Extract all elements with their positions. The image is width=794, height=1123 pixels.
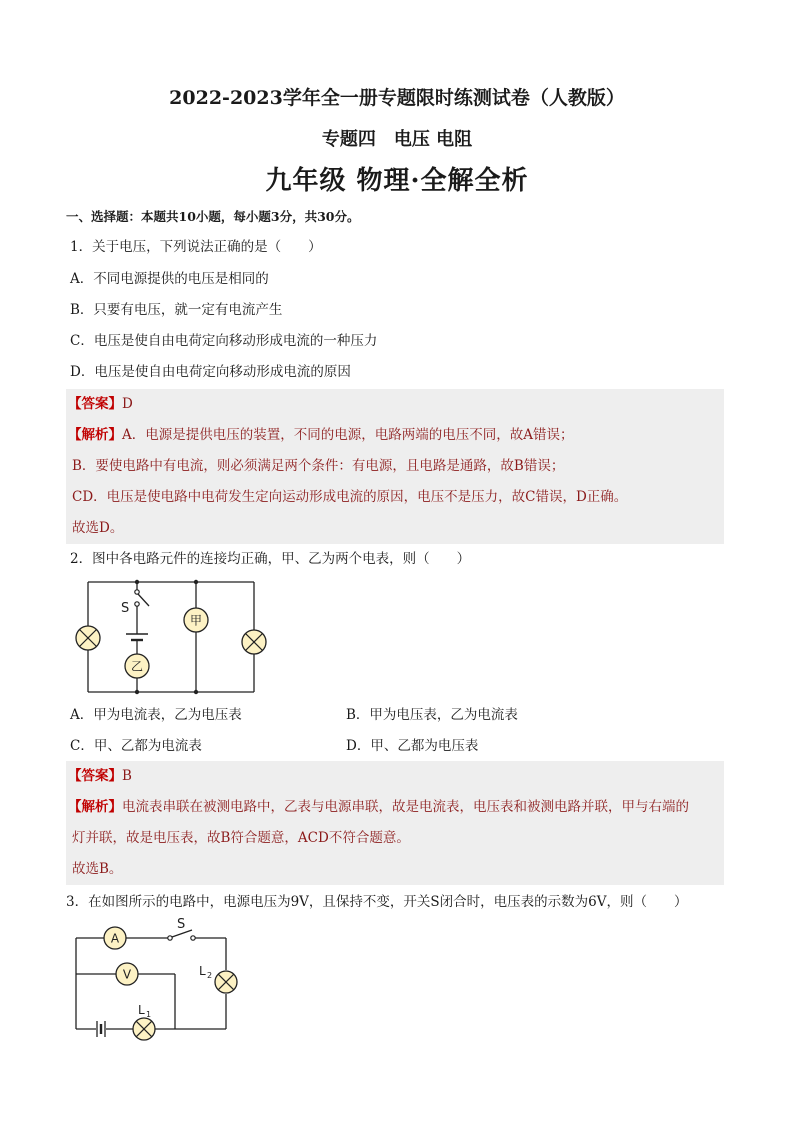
q3-circuit-diagram xyxy=(70,916,250,1046)
answer-tag: 【答案】 xyxy=(68,396,122,412)
q1-option-a: A．不同电源提供的电压是相同的 xyxy=(70,271,269,287)
battery-icon xyxy=(126,634,148,640)
q1-conclusion: 故选D。 xyxy=(72,520,124,536)
q3-stem: 3．在如图所示的电路中，电源电压为9V，且保持不变，开关S闭合时，电压表的示数为6V，则（ ） xyxy=(66,894,688,910)
q2-conclusion: 故选B。 xyxy=(72,861,123,877)
q3-lamp2-label: L xyxy=(199,964,206,978)
q1-stem: 1．关于电压，下列说法正确的是（ ） xyxy=(70,239,322,255)
q2-meter-b-label: 乙 xyxy=(130,659,144,674)
q1-option-d: D．电压是使自由电荷定向移动形成电流的原因 xyxy=(70,364,351,380)
lamp-l1-icon xyxy=(133,1018,155,1040)
q2-answer-block xyxy=(66,761,724,885)
q2-answer: B xyxy=(122,768,132,784)
q3-lamp1-subscript: 1 xyxy=(146,1010,152,1019)
q1-analysis-line-1 xyxy=(68,426,574,444)
q2-analysis-line-2: 灯并联，故是电压表，故B符合题意，ACD不符合题意。 xyxy=(72,830,410,846)
q1-answer: D xyxy=(122,396,133,412)
analysis-tag: 【解析】 xyxy=(68,427,122,443)
q1-answer-line xyxy=(68,395,133,413)
q3-voltmeter-label: V xyxy=(122,967,132,982)
q1-answer-block xyxy=(66,389,724,544)
q2-answer-line xyxy=(68,767,132,785)
analysis-tag: 【解析】 xyxy=(68,799,122,815)
q1-analysis-line-2: B．要使电路中有电流，则必须满足两个条件：有电源，且电路是通路，故B错误； xyxy=(72,458,565,474)
battery-icon xyxy=(97,1021,105,1037)
q3-switch-label: S xyxy=(177,917,186,932)
q1-option-c: C．电压是使自由电荷定向移动形成电流的一种压力 xyxy=(70,333,378,349)
q1-option-b: B．只要有电压，就一定有电流产生 xyxy=(70,302,283,318)
lamp-right-icon xyxy=(242,630,266,654)
q2-meter-a-label: 甲 xyxy=(189,613,203,628)
exam-title: 2022-2023学年全一册专题限时练测试卷（人教版） xyxy=(169,87,625,109)
section-heading: 一、选择题：本题共10小题，每小题3分，共30分。 xyxy=(66,209,360,224)
topic-title: 专题四 电压 电阻 xyxy=(321,129,473,150)
q3-lamp2-subscript: 2 xyxy=(207,971,213,980)
q2-circuit-diagram xyxy=(70,574,270,698)
q1-analysis-line-3: CD．电压是使电路中电荷发生定向运动形成电流的原因，电压不是压力，故C错误，D正确。 xyxy=(72,489,628,505)
q3-lamp1-label: L xyxy=(138,1003,145,1017)
q2-analysis-line-1 xyxy=(68,798,689,816)
q2-analysis-text-1: 电流表串联在被测电路中，乙表与电源串联，故是电流表，电压表和被测电路并联，甲与右端的 xyxy=(122,799,689,815)
q2-option-b: B．甲为电压表，乙为电流表 xyxy=(346,707,518,723)
lamp-l2-icon xyxy=(215,971,237,993)
q1-analysis-text-1: A．电源是提供电压的装置，不同的电源，电路两端的电压不同，故A错误； xyxy=(122,427,574,443)
q2-stem: 2．图中各电路元件的连接均正确，甲、乙为两个电表，则（ ） xyxy=(70,551,471,567)
q2-switch-label: S xyxy=(121,601,130,616)
lamp-left-icon xyxy=(76,626,100,650)
switch-icon xyxy=(135,590,149,606)
q2-option-c: C．甲、乙都为电流表 xyxy=(70,738,202,754)
grade-subject-title: 九年级 物理·全解全析 xyxy=(265,166,529,196)
answer-tag: 【答案】 xyxy=(68,768,122,784)
q3-ammeter-label: A xyxy=(110,931,120,946)
q2-option-d: D．甲、乙都为电压表 xyxy=(346,738,479,754)
q2-option-a: A．甲为电流表，乙为电压表 xyxy=(70,707,242,723)
